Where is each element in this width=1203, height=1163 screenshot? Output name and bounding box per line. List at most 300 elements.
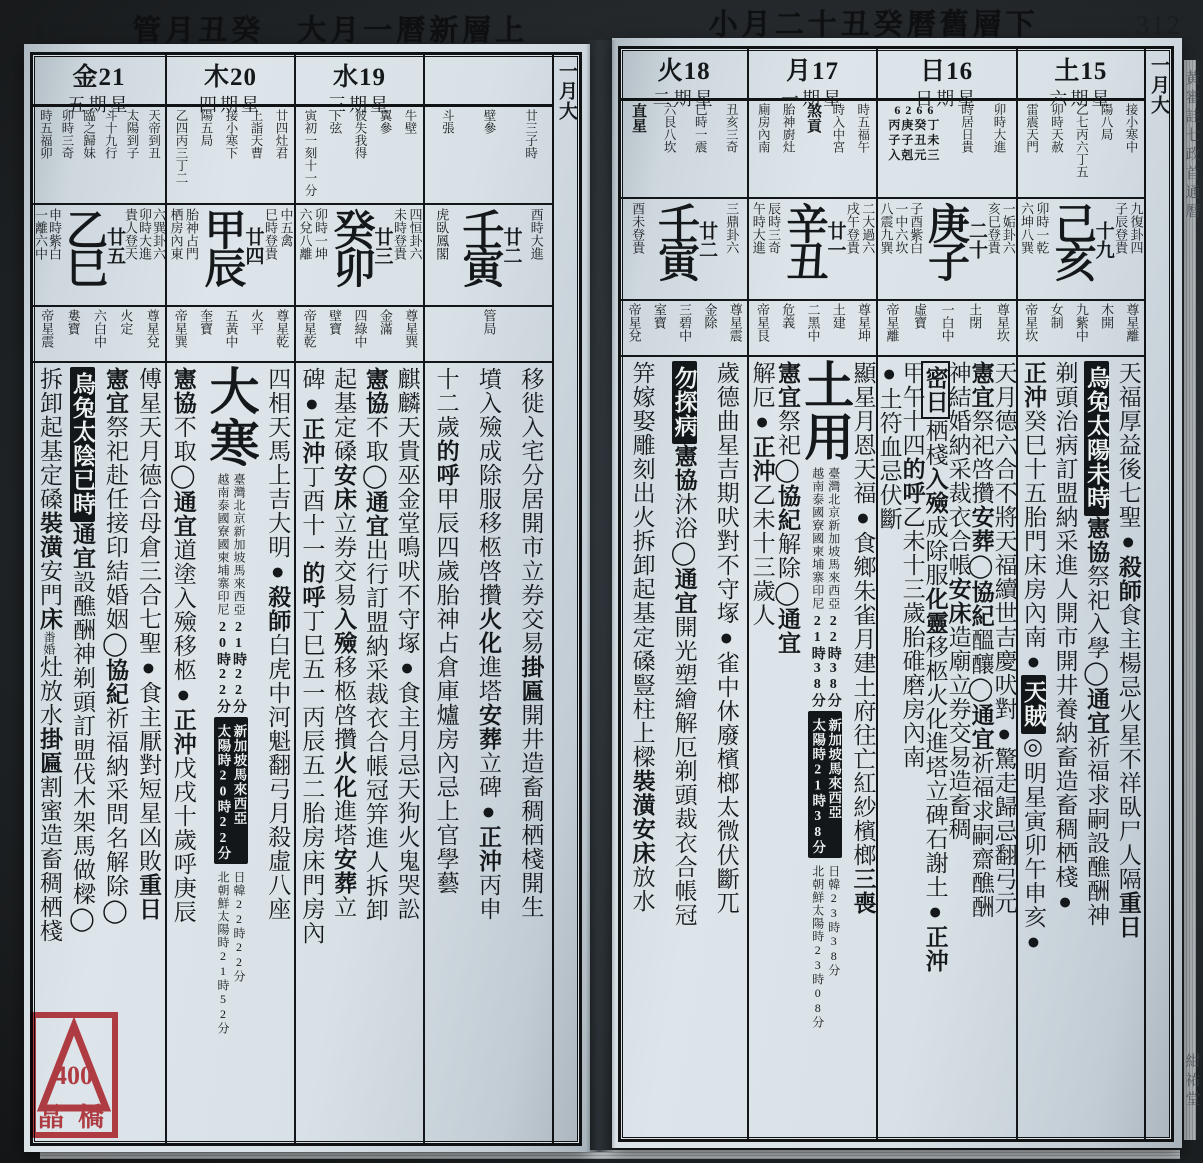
band-note: 胎神廚灶	[781, 103, 796, 153]
weekday-label: 日期星	[915, 89, 979, 109]
sub-column	[1112, 357, 1144, 1139]
star-name: 帝星坎	[1023, 303, 1039, 342]
band-note: 斗張	[440, 109, 455, 134]
text-run: 墳入殮成除服移柩啓攢	[476, 367, 501, 607]
day-column	[423, 55, 552, 1143]
sub-column-text	[300, 363, 323, 1143]
date-side-note: 子酉紫白	[908, 202, 924, 254]
band-note: 巳時一震	[693, 103, 708, 153]
band-note: 乙四丙三丁二	[174, 109, 188, 184]
star-name: 尊星離	[1124, 303, 1140, 342]
day-pillar: 壬寅	[456, 208, 503, 284]
date-side-note: 卯時一坤	[313, 208, 328, 260]
day-column	[165, 55, 294, 1143]
sub-column	[1049, 357, 1081, 1139]
day-number: 日16	[920, 58, 974, 85]
text-run: 戊戌十歲呼庚辰	[170, 756, 196, 924]
band-note: 時五福午	[855, 103, 870, 153]
star-name: 土建	[830, 303, 846, 329]
bold-label: 憲宜	[775, 361, 801, 409]
country-list: 越南泰國寮國柬埔寨印尼	[216, 473, 230, 616]
lunar-day: 廿三	[371, 227, 393, 265]
page-313-table-frame	[30, 52, 582, 1146]
sub-column	[621, 357, 663, 1139]
small-note: 畨婚	[42, 631, 56, 655]
day-number: 水19	[332, 64, 386, 91]
band-note: 天帝到丑	[146, 109, 161, 159]
sub-column	[200, 363, 262, 1143]
sub-column-text	[924, 357, 947, 1139]
day-header	[296, 55, 423, 115]
band-note: 太陽到子	[124, 109, 139, 159]
box-line: 新加坡馬來西亞	[826, 718, 842, 820]
text-run: 解除◯	[775, 532, 801, 607]
day-pillar: 乙巳	[60, 208, 106, 284]
weekday-label: 一期星	[781, 89, 844, 109]
lunar-day: 二十	[966, 221, 988, 259]
star-name: 帝星離	[884, 303, 900, 342]
sub-column	[261, 363, 294, 1143]
text-run: 安門	[37, 559, 62, 607]
month-label-strip	[1144, 49, 1171, 1139]
text-run: 祭祀赴任接印結婚姻◯	[103, 415, 128, 658]
astro-band	[296, 107, 423, 205]
sub-column-text	[1085, 357, 1108, 1139]
bold-label: 入殮	[331, 607, 357, 655]
band-note: 時五福卯	[38, 109, 53, 159]
bold-label: 正沖	[299, 417, 325, 465]
text-run: 歲德曲星吉期吠對不守塚●雀中休廢檳榔太微伏斷兀	[713, 361, 739, 915]
bold-label: 通宜	[1084, 687, 1110, 735]
astro-band	[621, 101, 747, 199]
lunar-day: 十九	[1092, 221, 1114, 259]
sub-column-text	[266, 363, 289, 1143]
star-name: 金滿	[377, 309, 393, 335]
day-body	[167, 363, 294, 1143]
bold-label: 安床	[945, 577, 971, 625]
bold-label: 入殮	[922, 467, 948, 515]
astro-band	[167, 107, 294, 205]
text-run: 丁巳五一丙辰五二胎房床門房內	[299, 609, 325, 945]
sub-column-text	[673, 357, 696, 1139]
ganzhi-wrap	[652, 202, 718, 278]
bold-label: 正沖	[170, 708, 196, 756]
bold-label: 安葬	[968, 505, 994, 553]
day-body	[878, 357, 1016, 1139]
text-run: 進塔	[476, 655, 501, 703]
sub-column-text	[396, 363, 419, 1143]
sub-column	[167, 363, 200, 1143]
text-run: 祈福納采問名解除◯	[103, 706, 128, 925]
date-row	[621, 199, 747, 301]
star-name: 金除	[702, 303, 718, 329]
day-header	[749, 49, 875, 109]
band-note: 廿四灶君	[274, 109, 288, 159]
page-313-day-columns	[33, 55, 552, 1143]
term-country-row	[216, 469, 245, 616]
term-time-row	[811, 610, 840, 708]
sub-column	[775, 357, 800, 1139]
sub-column-text	[519, 363, 542, 1143]
astro-band	[425, 107, 552, 205]
lunar-day: 廿一	[824, 221, 846, 259]
country-list: 臺灣北京新加坡馬來西亞	[826, 467, 841, 610]
sub-column-text	[332, 363, 355, 1143]
term-time: 21時38分	[809, 614, 825, 708]
date-row	[749, 199, 875, 301]
solar-term-name: 土用	[797, 359, 854, 463]
bold-label: 通宜	[170, 490, 196, 538]
sub-column-text	[901, 357, 924, 1139]
date-side-note: 申時紫白	[47, 208, 62, 260]
date-side-note: 六坤八巽	[1019, 202, 1035, 254]
text-run: 移徙入宅分居開市立券交易	[518, 367, 544, 655]
band-note: 廁房內南	[756, 103, 771, 153]
sub-column-text	[364, 363, 387, 1143]
sub-column	[132, 363, 165, 1143]
sub-column-text	[947, 357, 970, 1139]
sub-column-text	[1117, 357, 1140, 1139]
bold-label: 憲宜	[103, 367, 128, 415]
sub-column-text	[776, 357, 799, 1139]
bold-label: 憲協	[170, 367, 196, 415]
band-note: 卯時三奇	[59, 109, 74, 159]
band-note: 卯時天赦	[1049, 103, 1064, 153]
term-country-row	[811, 463, 840, 610]
page-313-title: 管月丑癸 大月一曆新層上	[132, 15, 529, 47]
sub-column	[328, 363, 360, 1143]
sub-column	[360, 363, 392, 1143]
sub-column	[878, 357, 901, 1139]
bold-label: 安床	[629, 817, 655, 865]
day-pillar: 庚子	[922, 202, 969, 278]
day-column	[1016, 49, 1144, 1139]
star-name: 女制	[1048, 303, 1064, 329]
date-side-note: 九復卦四	[1128, 202, 1144, 254]
text-run: 沐浴◯	[671, 492, 697, 567]
band-note: 丑亥三奇	[724, 103, 739, 153]
day-body	[749, 357, 875, 1139]
sub-column-text	[715, 357, 738, 1139]
sub-column	[425, 363, 467, 1143]
foreign-time: 北朝鮮太陽時23時08分	[810, 864, 825, 1029]
page-312-title: 小月二十丑癸曆舊層下	[708, 9, 1039, 41]
bold-label: 通宜	[671, 567, 697, 615]
sub-column-text	[137, 363, 160, 1143]
ganzhi-wrap	[922, 202, 988, 278]
day-pillar: 辛丑	[780, 202, 827, 278]
sub-column	[993, 357, 1016, 1139]
stars-row	[621, 301, 747, 357]
page-312-titlebar	[612, 2, 1182, 43]
text-run: 立券交易	[331, 511, 357, 607]
ganzhi-wrap	[61, 208, 123, 284]
boxed-label: 密日	[921, 361, 950, 419]
solar-term-name-wrap	[202, 363, 259, 469]
band-note: 六艮八坎	[662, 103, 677, 153]
date-side-note: 中五禽	[278, 208, 294, 247]
text-run: 神結婚納采裁衣合帳	[945, 361, 971, 577]
page-313-titlebar	[24, 8, 590, 49]
date-side-note: 酉時大進	[528, 208, 544, 260]
day-column	[747, 49, 875, 1139]
sub-column	[850, 357, 875, 1139]
band-note: 斗十九行	[103, 109, 118, 159]
band-note: 上詣天曹	[249, 109, 263, 159]
day-column	[33, 55, 165, 1143]
text-run: 道塗入殮移柩●	[170, 538, 196, 708]
text-run: 麒麟天貴巫金堂鳴吠不守塚●食主月忌天狗火鬼哭訟	[394, 367, 420, 921]
day-pillar: 甲辰	[198, 208, 245, 284]
date-side-note: 亥巳登貴	[985, 202, 1001, 254]
stars-row	[425, 307, 552, 363]
date-side-note: 八震九巽	[878, 202, 894, 254]
date-side-note: 虎臥鳳閣	[434, 208, 450, 260]
bold-label: 的呼	[433, 439, 459, 487]
astro-band	[749, 101, 875, 199]
star-name: 二黑中	[805, 303, 821, 342]
text-run: 灶放水	[37, 655, 62, 727]
stars-row	[33, 307, 165, 363]
star-name: 六白中	[91, 309, 107, 348]
date-row	[1018, 199, 1144, 301]
page-number-313: 313	[24, 16, 71, 46]
bold-label: 的呼	[299, 561, 325, 609]
highlight-label: 勿探病	[672, 361, 697, 444]
band-note: 臨之歸妹	[81, 109, 96, 159]
band-bold-label: 直星	[630, 103, 647, 133]
star-name: 帝星震	[39, 309, 55, 348]
weekday-label: 五期星	[67, 95, 131, 115]
box-line: 新加坡馬來西亞	[231, 724, 247, 826]
bold-label: 通宜	[775, 607, 801, 655]
star-name: 虛寶	[912, 303, 928, 329]
day-number: 木20	[203, 64, 257, 91]
text-run: 丙申	[476, 873, 501, 921]
band-note: 雷震天門	[1024, 103, 1039, 153]
bold-label: 三喪	[850, 867, 876, 915]
page-312-table-frame	[618, 46, 1174, 1142]
term-time: 20時22分	[215, 620, 230, 714]
bold-label: 裝潢	[37, 511, 62, 559]
text-run: 移柩火化進塔立碑石謝土●	[922, 635, 948, 925]
stars-row	[749, 301, 875, 357]
date-row	[425, 205, 552, 307]
text-run: 碑●	[299, 367, 325, 417]
page-312-day-columns	[621, 49, 1144, 1139]
date-side-note: 子辰登貴	[1113, 202, 1129, 254]
day-pillar: 癸卯	[327, 208, 374, 284]
date-side-note: 栖房內東	[168, 208, 184, 260]
solar-term-name-wrap	[797, 357, 854, 463]
band-note: 時居日貴	[959, 103, 974, 153]
date-row	[878, 199, 1016, 301]
sub-column	[1081, 357, 1113, 1139]
star-name: 帝星兌	[626, 303, 642, 342]
band-note: 壁參	[481, 109, 496, 134]
star-name: 帝星乾	[301, 309, 317, 348]
stamp-number: 400	[54, 1061, 93, 1090]
text-run: 顯星月恩天福●食鄉朱雀月建土府往亡紅紗檳榔	[850, 361, 876, 867]
bold-label: 協紀	[775, 484, 801, 532]
stars-row	[167, 307, 294, 363]
country-list: 越南泰國寮國柬埔寨印尼	[810, 467, 825, 610]
date-side-note: 辰時三奇	[766, 202, 782, 254]
text-run: ◯	[968, 553, 994, 580]
day-column	[294, 55, 423, 1143]
text-run: 乙未十三歲胎碓磨房內南	[899, 505, 925, 769]
band-note: 牛壁	[403, 109, 417, 134]
band-note: 廿三子時	[523, 109, 538, 159]
term-foreign-time-row	[811, 861, 840, 1029]
date-side-note: 卯時大進	[137, 208, 152, 260]
text-run: 解厄●	[749, 361, 775, 435]
star-name: 婁寶	[65, 309, 81, 335]
stars-row	[296, 307, 423, 363]
day-pillar: 壬寅	[652, 202, 699, 278]
bold-label: 重日	[1115, 891, 1141, 939]
astro-band	[1018, 101, 1144, 199]
star-name: 尊星坎	[994, 303, 1010, 342]
sub-column-text	[993, 357, 1016, 1139]
text-run: ◎明星寅卯午申亥●	[1020, 734, 1046, 955]
highlight-label: 天賊	[1021, 675, 1046, 734]
band-note: 寅初一刻十一分	[303, 109, 317, 197]
bold-label: 裝潢	[629, 769, 655, 817]
text-run: 進塔	[331, 799, 357, 847]
bold-label: 正沖	[476, 825, 501, 873]
month-label-strip	[552, 55, 579, 1143]
bold-label: 火化	[476, 607, 501, 655]
star-name: 管局	[481, 309, 497, 335]
ganzhi-wrap	[329, 208, 391, 284]
date-side-note: 胎神占門	[184, 208, 199, 260]
text-run: 祭祀◯	[775, 409, 801, 484]
bold-label: 掛匾	[518, 655, 544, 703]
date-side-note: 巳時登貴	[263, 208, 278, 260]
star-name: 尊星乾	[274, 309, 290, 348]
ganzhi-wrap	[200, 208, 262, 284]
sub-column	[901, 357, 924, 1139]
star-name: 尊星巽	[403, 309, 419, 348]
text-run: 食主楊忌火星不祥臥尸人隔	[1115, 603, 1141, 891]
bold-label: 安葬	[476, 703, 501, 751]
day-body	[425, 363, 552, 1143]
number-grid	[888, 103, 940, 195]
band-note: 卯時大進	[992, 103, 1006, 153]
sub-column-text	[435, 363, 458, 1143]
bold-label: 的呼	[899, 457, 925, 505]
text-run: 天福厚益後七聖●	[1115, 361, 1141, 555]
term-time-row	[216, 616, 245, 714]
foreign-time: 北朝鮮太陽時21時52分	[216, 870, 230, 1035]
date-side-note: 三鼎卦六	[724, 202, 740, 254]
text-run: 白虎中河魁翻弓月殺虛八座	[265, 633, 291, 921]
sub-column	[970, 357, 993, 1139]
month-label: 一月大	[556, 61, 577, 121]
date-side-note: 一姤卦六	[1000, 202, 1016, 254]
date-side-note: 未時登貴	[392, 208, 407, 260]
grid-row: 6 2 6 6	[894, 103, 935, 117]
box-line: 太陽時21時38分	[810, 718, 826, 855]
date-side-note: 午時大進	[750, 202, 766, 254]
star-name: 危義	[780, 303, 796, 329]
bold-label: 殺師	[1115, 555, 1141, 603]
day-body	[1018, 357, 1144, 1139]
text-run: 移柩啓攢	[331, 655, 357, 751]
bold-label: 安床	[331, 463, 357, 511]
ganzhi-wrap	[458, 208, 520, 284]
star-name: 土閉	[967, 303, 983, 329]
star-name: 五黃中	[223, 309, 239, 348]
band-note: 陽五局	[199, 109, 213, 147]
bold-label: 協紀	[103, 658, 128, 706]
star-name: 奎寶	[198, 309, 214, 335]
date-side-note: 一中六坎	[893, 202, 909, 254]
band-note: 接小寒中	[1124, 103, 1139, 153]
almanac-page-313	[24, 15, 590, 1152]
box-line: 太陽時20時22分	[215, 724, 231, 861]
day-header	[878, 49, 1016, 109]
text-run: 不取◯	[170, 415, 196, 490]
bold-label: 床	[37, 607, 62, 631]
bold-label: 正沖	[1020, 361, 1046, 409]
sub-column-text	[751, 357, 774, 1139]
day-number: 月17	[786, 58, 840, 85]
bold-label: 正沖	[922, 925, 948, 973]
sub-column	[797, 357, 854, 1139]
text-run: 開光塑繪解厄剃頭裁衣合帳冠	[671, 615, 697, 927]
red-bookstore-stamp	[30, 1012, 118, 1138]
stars-row	[1018, 301, 1144, 357]
date-side-note: 四恒卦六	[407, 208, 423, 260]
text-run: 開井造畜稠栖棧開生	[518, 703, 544, 919]
text-run: 祭祀入學◯	[1084, 564, 1110, 687]
text-run: 甲午十四	[899, 361, 925, 457]
grid-row: 入剋元三	[888, 148, 941, 162]
text-run: 立	[331, 895, 357, 919]
book-gutter-shadow	[586, 40, 616, 1152]
star-name: 室寶	[651, 303, 667, 329]
bold-label: 憲協	[1084, 516, 1110, 564]
solar-term-block	[200, 363, 262, 1143]
text-run: 起基定磉	[331, 367, 357, 463]
star-name: 火定	[118, 309, 134, 335]
bold-label: 憲協	[362, 367, 388, 415]
text-run: 放水	[629, 865, 655, 913]
astro-band	[878, 101, 1016, 199]
day-header	[1018, 49, 1144, 109]
grid-row: 子子丑未	[888, 133, 941, 147]
day-column	[876, 49, 1016, 1139]
day-number: 金21	[72, 64, 126, 91]
sub-column-text	[1022, 357, 1045, 1139]
page-number-312: 312	[1135, 10, 1182, 40]
sub-column-text	[1054, 357, 1077, 1139]
almanac-page-312	[612, 9, 1182, 1148]
bold-label: 憲協	[671, 444, 697, 492]
text-run: 割蜜造畜稠栖棧	[37, 775, 62, 943]
band-note: 彼失我得	[353, 109, 367, 159]
day-pillar: 己亥	[1048, 202, 1095, 278]
date-side-note: 貴人登天	[123, 208, 138, 260]
sub-column-text	[477, 363, 500, 1143]
term-time: 21時22分	[231, 620, 246, 714]
star-name: 四綠中	[352, 309, 368, 348]
day-body	[296, 363, 423, 1143]
text-run: 成除服	[922, 515, 948, 587]
bold-label: 通宜	[968, 703, 994, 751]
